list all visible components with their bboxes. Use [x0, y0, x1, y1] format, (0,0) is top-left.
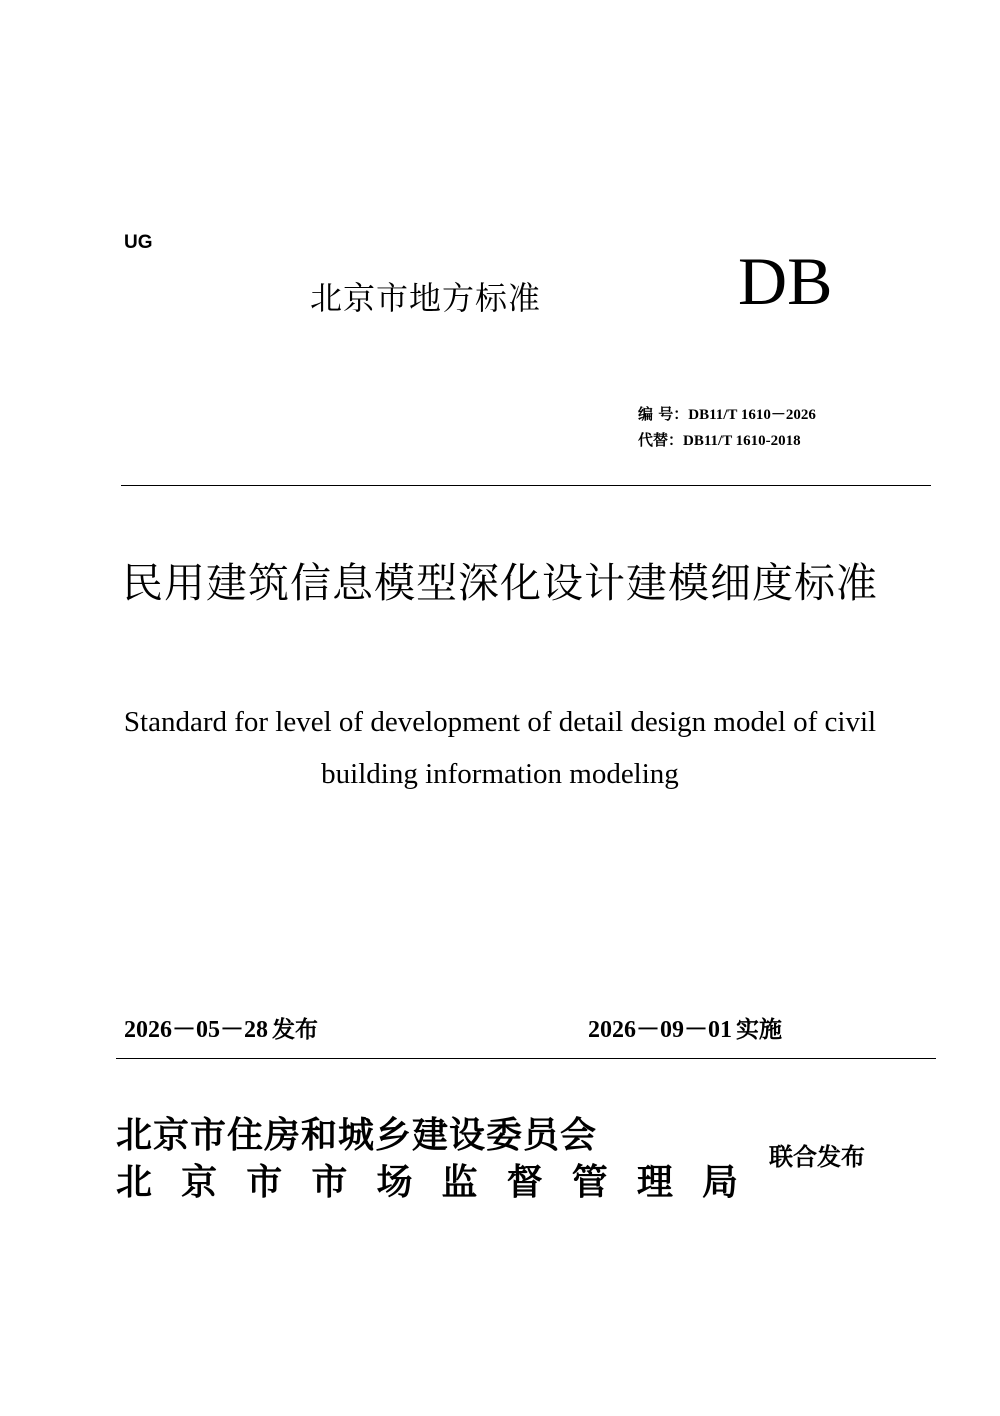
issuer-char: 督	[506, 1162, 543, 1203]
title-chinese: 民用建筑信息模型深化设计建模细度标准	[122, 559, 878, 607]
bottom-divider	[116, 1058, 936, 1059]
issuer-char: 京	[181, 1162, 218, 1203]
issuer-char: 理	[636, 1162, 673, 1203]
issuer-char: 场	[376, 1162, 413, 1203]
issuer-char: 管	[571, 1162, 608, 1203]
issuer-char: 市	[246, 1162, 283, 1203]
replaced-standard-label: 代替：	[638, 431, 684, 449]
effective-date	[588, 1014, 782, 1046]
standard-number-label: 编 号：	[638, 405, 689, 423]
issuer-housing-commission: 北京市住房和城乡建设委员会	[116, 1115, 598, 1156]
replaced-standard	[638, 430, 801, 451]
issuer-char: 市	[311, 1162, 348, 1203]
standard-number	[638, 404, 816, 425]
joint-issue-label: 联合发布	[769, 1143, 865, 1171]
issuer-market-bureau	[116, 1160, 738, 1206]
issue-date	[124, 1014, 318, 1046]
standard-number-value: DB11/T 1610－2026	[688, 407, 816, 423]
ics-code: UG	[124, 232, 153, 253]
issuer-char: 北	[116, 1162, 153, 1203]
issuer-char: 监	[441, 1162, 478, 1203]
issue-date-word: 发布	[272, 1017, 318, 1043]
title-english: Standard for level of development of detail design model of civil building information modeling	[123, 706, 877, 790]
effective-date-value: 2026－09－01	[588, 1017, 732, 1043]
top-divider	[121, 485, 931, 486]
issue-date-value: 2026－05－28	[124, 1017, 268, 1043]
effective-date-word: 实施	[736, 1017, 782, 1043]
db-logo-mark: DB	[738, 243, 833, 319]
standard-category: 北京市地方标准	[310, 279, 542, 317]
issuer-char: 局	[701, 1162, 738, 1203]
replaced-standard-value: DB11/T 1610-2018	[683, 433, 801, 449]
